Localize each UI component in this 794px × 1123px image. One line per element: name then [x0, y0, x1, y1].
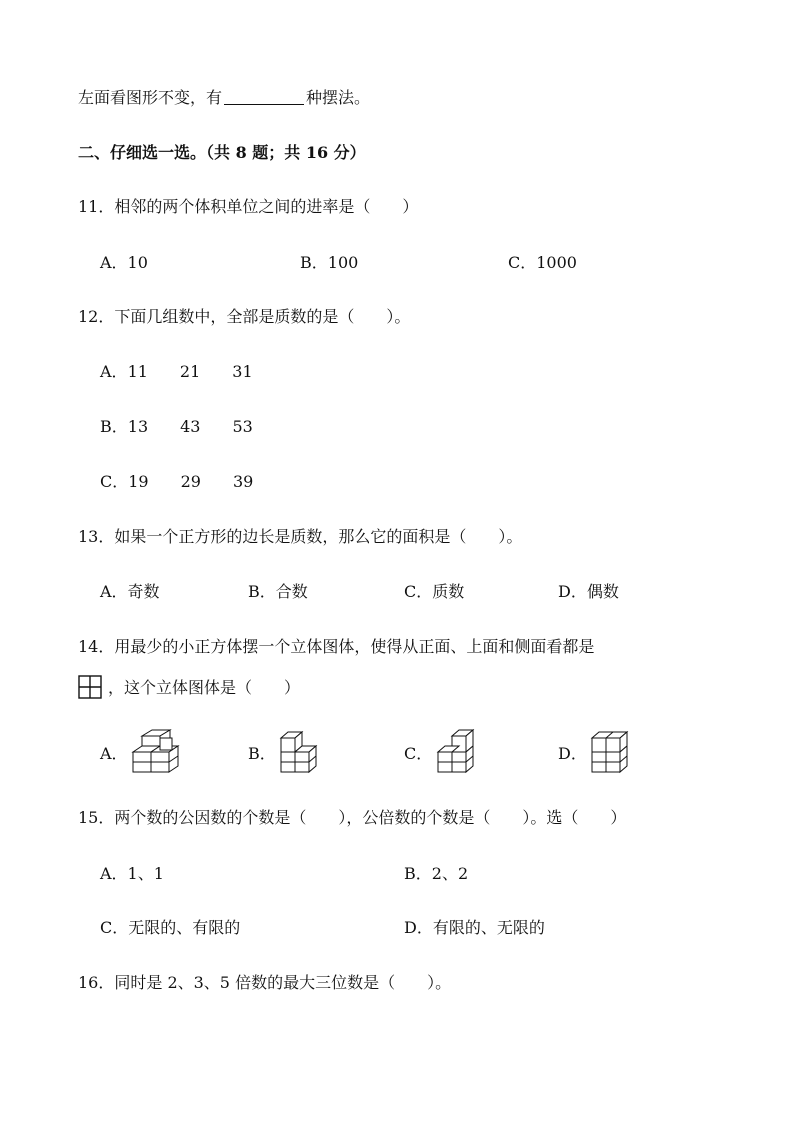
q13-option-b[interactable]: B．合数	[248, 582, 308, 601]
question-12-stem: 12．下面几组数中，全部是质数的是（ ）。	[78, 307, 411, 326]
q12-option-b-num-1: 13	[127, 417, 149, 436]
q12-option-a-num-1: 11	[127, 362, 148, 381]
cube-figure-d-icon	[586, 726, 636, 776]
answer-blank[interactable]	[224, 88, 304, 105]
question-15-stem: 15．两个数的公因数的个数是（ ），公倍数的个数是（ ）。选（ ）	[78, 808, 627, 827]
q15-option-c[interactable]: C．无限的、有限的	[100, 918, 241, 937]
q13-option-c[interactable]: C．质数	[404, 582, 465, 601]
q15-option-d[interactable]: D．有限的、无限的	[404, 918, 545, 937]
q13-option-a[interactable]: A．奇数	[100, 582, 160, 601]
section-title: 二、仔细选一选。（共 8 题；共 16 分）	[78, 143, 366, 162]
q15-option-a[interactable]: A．1、1	[100, 864, 164, 883]
q11-option-c[interactable]: C．1000	[508, 253, 577, 272]
q12-option-a-label: A．	[100, 362, 128, 381]
q12-option-c-num-3: 39	[232, 472, 254, 491]
q11-option-b[interactable]: B．100	[300, 253, 359, 272]
cube-figure-a-icon	[128, 726, 186, 776]
q12-option-b[interactable]	[100, 417, 253, 437]
q14-option-c[interactable]: C．	[404, 744, 433, 763]
cube-figure-b-icon	[276, 726, 322, 776]
q15-option-b[interactable]: B．2、2	[404, 864, 469, 883]
q12-option-c-num-2: 29	[180, 472, 201, 491]
q12-option-b-label: B．	[100, 417, 128, 436]
previous-question-text-end: 种摆法。	[306, 88, 371, 107]
q12-option-c-num-1: 19	[128, 472, 149, 491]
q12-option-c-label: C．	[100, 472, 129, 491]
q12-option-b-num-2: 43	[180, 417, 201, 436]
q12-option-a-num-2: 21	[179, 362, 201, 381]
q11-option-a[interactable]: A．10	[100, 253, 148, 272]
question-14-stem-cont: ，这个立体图体是（ ）	[108, 678, 301, 697]
previous-question-tail	[78, 88, 370, 108]
q12-option-b-num-3: 53	[232, 417, 253, 436]
q14-option-b[interactable]: B．	[248, 744, 276, 763]
q12-option-a[interactable]	[100, 362, 253, 382]
q14-option-d[interactable]: D．	[558, 744, 587, 763]
cube-figure-c-icon	[432, 726, 482, 776]
q12-option-c[interactable]	[100, 472, 253, 492]
question-13-stem: 13．如果一个正方形的边长是质数，那么它的面积是（ ）。	[78, 527, 523, 546]
question-14-stem: 14．用最少的小正方体摆一个立体图体，使得从正面、上面和侧面看都是	[78, 637, 595, 656]
question-16-stem: 16．同时是 2、3、5 倍数的最大三位数是（ ）。	[78, 973, 452, 992]
q14-option-a[interactable]: A．	[100, 744, 128, 763]
q13-option-d[interactable]: D．偶数	[558, 582, 619, 601]
question-11-stem: 11．相邻的两个体积单位之间的进率是（ ）	[78, 197, 419, 216]
previous-question-text: 左面看图形不变，有	[78, 88, 223, 107]
q12-option-a-num-3: 31	[232, 362, 253, 381]
view-grid-icon	[78, 675, 102, 699]
